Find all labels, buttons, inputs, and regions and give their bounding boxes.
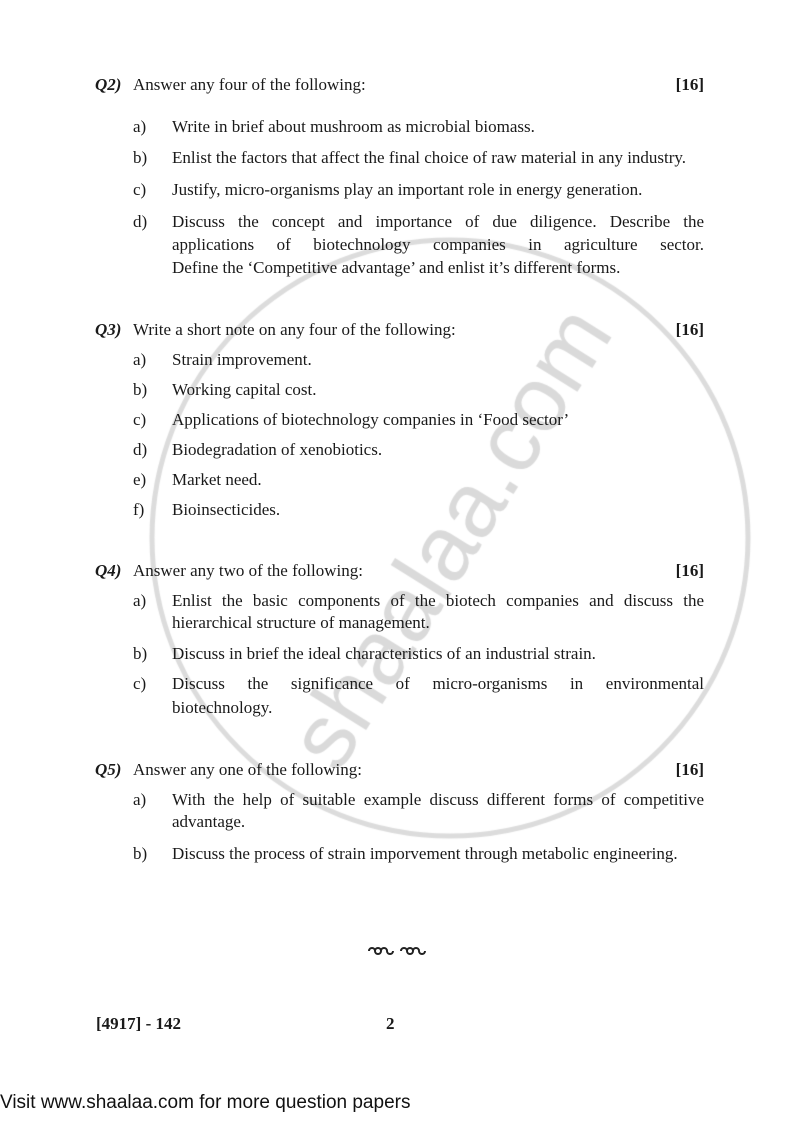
item-text: biotechnology. xyxy=(172,698,273,717)
item-text: Enlist the basic components of the biotech companies and discuss the xyxy=(172,591,704,610)
ornament-icon xyxy=(365,944,435,958)
item-label: a) xyxy=(133,117,147,136)
item-text: Discuss the concept and importance of due diligence. Describe the xyxy=(172,212,704,231)
item-label: b) xyxy=(133,644,148,663)
list-item xyxy=(0,211,800,233)
question-number: Q4) xyxy=(95,561,122,580)
item-label: d) xyxy=(133,440,148,459)
list-item xyxy=(0,349,800,371)
item-text: Working capital cost. xyxy=(172,380,317,399)
visit-banner: Visit www.shaalaa.com for more question papers xyxy=(0,1092,411,1113)
list-item xyxy=(0,697,800,719)
question-header xyxy=(0,319,800,341)
item-label: b) xyxy=(133,148,148,167)
item-label: e) xyxy=(133,470,147,489)
item-label: d) xyxy=(133,212,148,231)
list-item xyxy=(0,789,800,811)
item-text: Market need. xyxy=(172,470,262,489)
list-item xyxy=(0,234,800,256)
item-text: Justify, micro-organisms play an important role in energy generation. xyxy=(172,180,643,199)
item-text: Discuss the significance of micro-organisms in environmental xyxy=(172,674,704,693)
list-item xyxy=(0,147,800,169)
list-item xyxy=(0,643,800,665)
item-text: Bioinsecticides. xyxy=(172,500,281,519)
list-item xyxy=(0,409,800,431)
item-label: c) xyxy=(133,674,147,693)
item-label: c) xyxy=(133,410,147,429)
item-text: Biodegradation of xenobiotics. xyxy=(172,440,383,459)
question-instruction: Answer any two of the following: xyxy=(133,561,363,580)
item-text: Applications of biotechnology companies in ‘Food sector’ xyxy=(172,410,570,429)
list-item xyxy=(0,499,800,521)
list-item xyxy=(0,843,800,865)
list-item xyxy=(0,469,800,491)
list-item xyxy=(0,379,800,401)
question-header xyxy=(0,759,800,781)
list-item xyxy=(0,612,800,634)
question-instruction: Write a short note on any four of the following: xyxy=(133,320,456,339)
question-number: Q2) xyxy=(95,75,122,94)
list-item xyxy=(0,673,800,695)
question-number: Q3) xyxy=(95,320,122,339)
question-marks: [16] xyxy=(675,75,704,94)
item-label: a) xyxy=(133,790,147,809)
item-text: Enlist the factors that affect the final choice of raw material in any industry. xyxy=(172,148,687,167)
list-item xyxy=(0,811,800,833)
question-marks: [16] xyxy=(675,561,704,580)
item-label: b) xyxy=(133,844,148,863)
item-label: b) xyxy=(133,380,148,399)
item-label: a) xyxy=(133,591,147,610)
item-text: Discuss the process of strain imporvement through metabolic engineering. xyxy=(172,844,678,863)
item-text: Discuss in brief the ideal characteristics of an industrial strain. xyxy=(172,644,596,663)
item-text: hierarchical structure of management. xyxy=(172,613,430,632)
list-item xyxy=(0,257,800,279)
list-item xyxy=(0,179,800,201)
question-header xyxy=(0,74,800,96)
question-instruction: Answer any one of the following: xyxy=(133,760,362,779)
item-text: Write in brief about mushroom as microbial biomass. xyxy=(172,117,535,136)
question-number: Q5) xyxy=(95,760,122,779)
page-number: 2 xyxy=(386,1014,395,1033)
list-item xyxy=(0,590,800,612)
question-marks: [16] xyxy=(675,760,704,779)
question-header xyxy=(0,560,800,582)
end-ornament xyxy=(0,944,800,963)
list-item xyxy=(0,439,800,461)
question-marks: [16] xyxy=(675,320,704,339)
item-text: advantage. xyxy=(172,812,246,831)
question-instruction: Answer any four of the following: xyxy=(133,75,366,94)
item-text: With the help of suitable example discuss different forms of competitive xyxy=(172,790,704,809)
item-label: c) xyxy=(133,180,147,199)
item-label: a) xyxy=(133,350,147,369)
item-label: f) xyxy=(133,500,145,519)
item-text: applications of biotechnology companies in agriculture sector. xyxy=(172,235,704,254)
item-text: Strain improvement. xyxy=(172,350,312,369)
paper-code: [4917] - 142 xyxy=(96,1014,181,1033)
list-item xyxy=(0,116,800,138)
item-text: Define the ‘Competitive advantage’ and enlist it’s different forms. xyxy=(172,258,621,277)
